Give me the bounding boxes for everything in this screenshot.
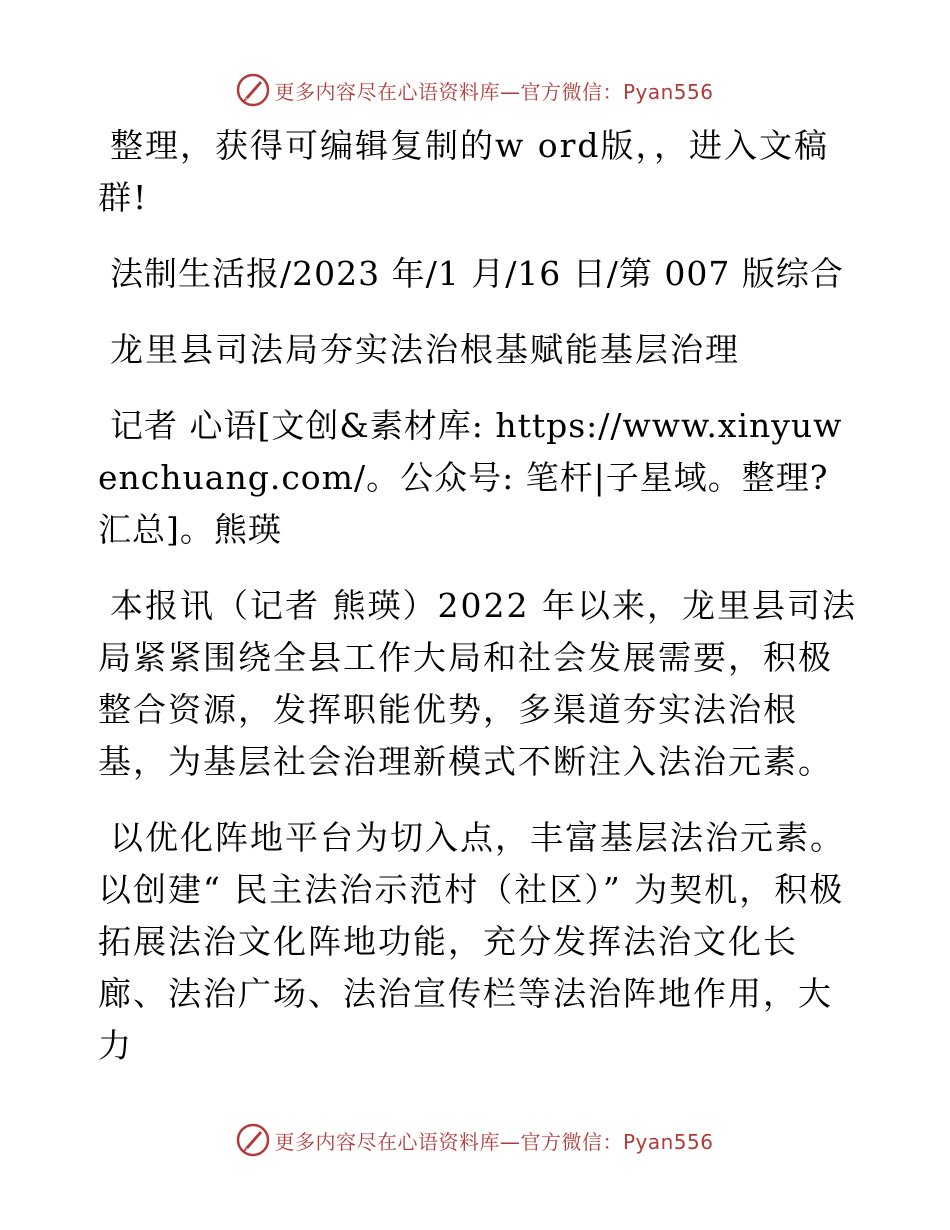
byline: 记者 心语[文创&素材库: https://www.xinyuwenchuang.com/。公众号: 笔杆|子星域。整理?汇总]。熊瑛: [98, 406, 843, 549]
header-banner-text: 更多内容尽在心语资料库—官方微信：Pyan556: [274, 79, 714, 104]
document-body: [98, 120, 858, 1096]
quill-logo-icon: [236, 1123, 270, 1157]
footer-banner-text: 更多内容尽在心语资料库—官方微信：Pyan556: [274, 1129, 714, 1154]
body-paragraph-1: 本报讯（记者 熊瑛）2022 年以来，龙里县司法局紧紧围绕全县工作大局和社会发展需要，积极整合资源，发挥职能优势，多渠道夯实法治根基，为基层社会治理新模式不断注入法治元素。: [98, 586, 857, 781]
header-watermark-banner: [0, 70, 950, 110]
source-line: 法制生活报/2023 年/1 月/16 日/第 007 版综合: [110, 254, 844, 293]
body-paragraph-2: 以优化阵地平台为切入点，丰富基层法治元素。以创建“ 民主法治示范村（社区）” 为契机，积极拓展法治文化阵地功能，充分发挥法治文化长廊、法治广场、法治宣传栏等法治阵地作用，大力: [98, 818, 845, 1065]
article-title: 龙里县司法局夯实法治根基赋能基层治理: [110, 330, 740, 369]
quill-logo-icon: [236, 73, 270, 107]
footer-watermark-banner: [0, 1120, 950, 1160]
intro-note: 整理，获得可编辑复制的w ord版，，进入文稿群!: [98, 126, 830, 217]
